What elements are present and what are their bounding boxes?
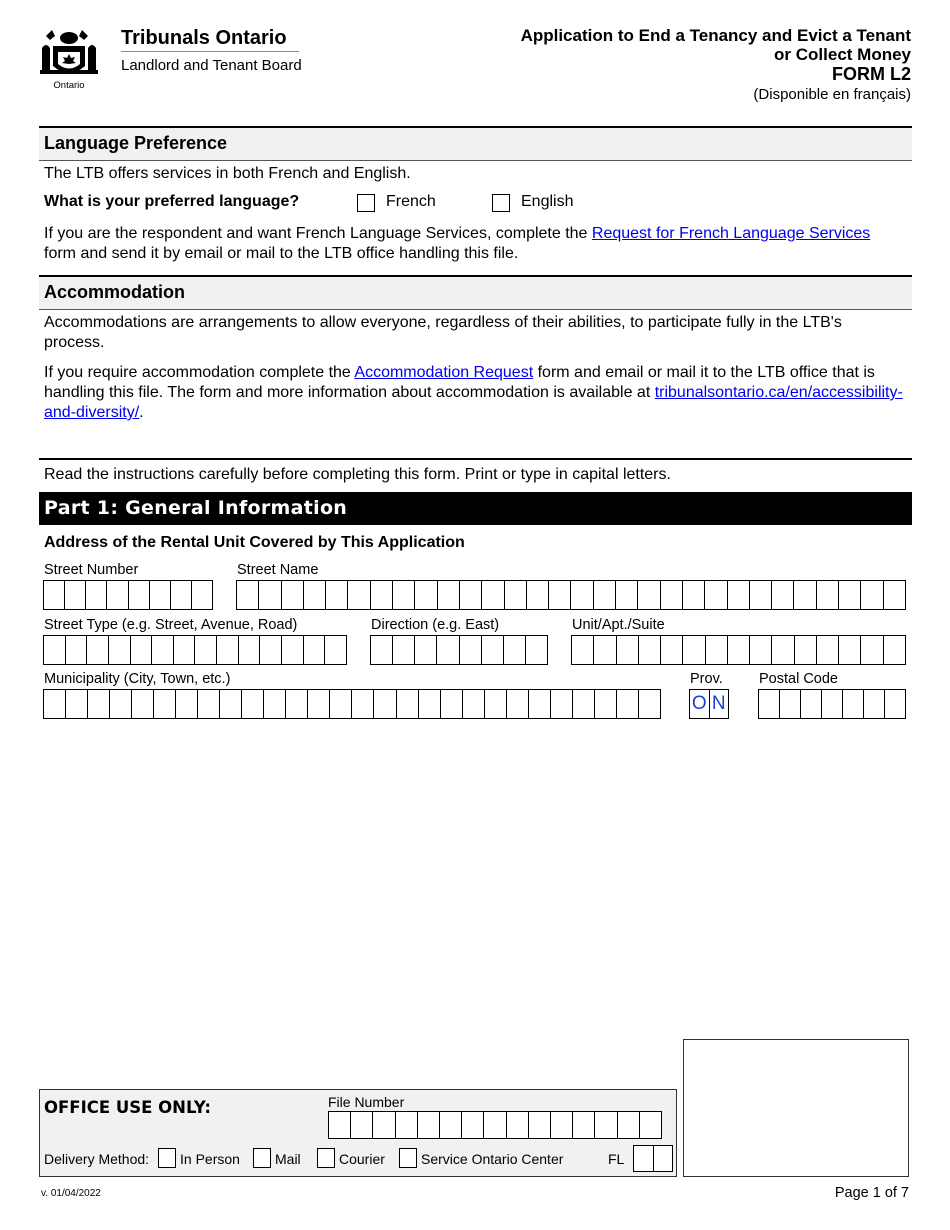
char-cell[interactable] [152,636,174,664]
char-cell[interactable] [839,636,861,664]
province-input[interactable] [689,689,729,719]
char-cell[interactable] [795,636,817,664]
office-use-panel [39,1089,677,1177]
delivery-method-label: Delivery Method: [44,1151,150,1167]
char-cell[interactable] [260,636,282,664]
char-cell[interactable] [109,636,131,664]
office-stamp-box [683,1039,909,1177]
file-number-input[interactable] [328,1111,662,1139]
char-cell[interactable] [195,636,217,664]
char-cell[interactable] [885,690,905,718]
char-cell[interactable] [482,636,504,664]
char-cell[interactable] [132,690,154,718]
char-cell[interactable] [616,581,638,609]
char-cell[interactable] [572,636,594,664]
char-cell[interactable] [594,581,616,609]
char-cell[interactable] [176,690,198,718]
char-cell[interactable] [88,690,110,718]
direction-input[interactable] [370,635,548,665]
char-cell[interactable] [419,690,441,718]
org-divider [121,51,299,52]
char-cell[interactable] [571,581,593,609]
street-name-input[interactable] [236,580,906,610]
char-cell[interactable] [304,636,326,664]
form-code: FORM L2 [832,64,911,84]
char-cell[interactable] [150,581,171,609]
char-cell[interactable] [617,636,639,664]
mail-label: Mail [275,1151,301,1167]
char-cell[interactable] [801,690,822,718]
char-cell[interactable] [326,581,348,609]
char-cell[interactable] [330,690,352,718]
french-services-info [44,224,906,264]
char-cell[interactable] [107,581,128,609]
char-cell[interactable] [371,636,393,664]
form-header [391,26,911,105]
char-cell[interactable] [573,690,595,718]
char-cell[interactable] [750,636,772,664]
french-language-request-link[interactable]: Request for French Language Services [591,225,871,242]
char-cell[interactable] [527,581,549,609]
courier-label: Courier [339,1151,385,1167]
char-cell[interactable] [441,690,463,718]
char-cell[interactable] [595,1112,617,1138]
char-cell[interactable] [654,1146,673,1171]
language-section-heading: Language Preference [39,126,912,161]
service-ontario-checkbox[interactable] [399,1148,417,1168]
char-cell[interactable] [418,1112,440,1138]
unit-label: Unit/Apt./Suite [572,617,665,633]
char-cell[interactable] [728,581,750,609]
char-cell[interactable] [286,690,308,718]
char-cell[interactable] [639,636,661,664]
unit-input[interactable] [571,635,906,665]
char-cell[interactable] [44,636,66,664]
char-cell[interactable] [463,690,485,718]
char-cell[interactable] [329,1112,351,1138]
char-cell[interactable] [794,581,816,609]
char-cell[interactable] [683,581,705,609]
char-cell[interactable] [174,636,196,664]
accommodation-section-heading: Accommodation [39,275,912,310]
char-cell[interactable] [348,581,370,609]
accommodation-info [44,363,906,423]
char-cell[interactable] [198,690,220,718]
char-cell[interactable] [772,636,794,664]
char-cell[interactable] [351,1112,373,1138]
street-number-label: Street Number [44,562,139,578]
char-cell[interactable] [843,690,864,718]
char-cell[interactable] [728,636,750,664]
fl-label: FL [608,1151,625,1167]
char-cell[interactable] [44,690,66,718]
version-label: v. 01/04/2022 [41,1188,101,1199]
language-question: What is your preferred language? [44,193,300,210]
char-cell[interactable] [595,690,617,718]
accommodation-info-text: If you require accommodation complete the [44,364,355,381]
char-cell[interactable] [110,690,132,718]
char-cell[interactable] [661,636,683,664]
service-ontario-label: Service Ontario Center [421,1151,564,1167]
char-cell[interactable] [393,636,415,664]
page-number: Page 1 of 7 [834,1185,909,1201]
rental-address-heading: Address of the Rental Unit Covered by This Application [44,534,465,551]
char-cell[interactable] [259,581,281,609]
in-person-label: In Person [180,1151,240,1167]
accommodation-info-text-mid: form and email or mail it to the LTB office that is handling this file. The form and more information about accommodation is available at [44,364,875,401]
char-cell[interactable] [594,636,616,664]
char-cell[interactable] [617,690,639,718]
char-cell[interactable] [549,581,571,609]
char-cell[interactable] [484,1112,506,1138]
ontario-logo [36,26,102,92]
char-cell[interactable] [371,581,393,609]
accommodation-request-link[interactable]: Accommodation Request [354,364,534,381]
char-cell[interactable] [154,690,176,718]
french-checkbox[interactable] [357,194,375,212]
char-cell[interactable] [282,636,304,664]
char-cell[interactable] [239,636,261,664]
char-cell[interactable] [884,581,905,609]
char-cell[interactable] [551,1112,573,1138]
instructions-divider [39,458,912,460]
street-type-label: Street Type (e.g. Street, Avenue, Road) [44,617,298,633]
char-cell[interactable] [87,636,109,664]
char-cell[interactable] [817,581,839,609]
char-cell[interactable] [638,581,660,609]
char-cell[interactable] [393,581,415,609]
char-cell[interactable] [415,636,437,664]
char-cell[interactable] [759,690,780,718]
char-cell[interactable] [683,636,705,664]
char-cell[interactable] [66,690,88,718]
char-cell[interactable] [440,1112,462,1138]
char-cell[interactable] [437,636,459,664]
char-cell[interactable] [304,581,326,609]
province-label: Prov. [690,671,723,687]
char-cell[interactable] [640,1112,661,1138]
char-cell[interactable] [352,690,374,718]
char-cell[interactable] [772,581,794,609]
english-label: English [521,193,574,210]
char-cell[interactable] [460,636,482,664]
char-cell[interactable] [192,581,212,609]
char-cell[interactable] [460,581,482,609]
char-cell[interactable] [639,690,660,718]
file-number-label: File Number [328,1094,405,1110]
fl-input[interactable] [633,1145,673,1172]
french-availability: (Disponible en français) [753,86,911,103]
french-info-text-end: form and send it by email or mail to the LTB office handling this file. [44,245,519,262]
char-cell[interactable] [308,690,330,718]
char-cell[interactable] [864,690,885,718]
char-cell[interactable] [529,690,551,718]
english-checkbox[interactable] [492,194,510,212]
street-name-label: Street Name [237,562,319,578]
char-cell[interactable] [504,636,526,664]
accommodation-definition: Accommodations are arrangements to allow everyone, regardless of their abilities, to participate fully in the LTB's process. [44,314,842,351]
char-cell[interactable] [325,636,346,664]
char-cell[interactable] [65,581,86,609]
char-cell[interactable] [705,581,727,609]
char-cell[interactable] [131,636,153,664]
part1-title-bar: Part 1: General Information [39,492,912,525]
char-cell[interactable] [884,636,905,664]
french-info-text: If you are the respondent and want French Language Services, complete the [44,225,592,242]
char-cell[interactable] [780,690,801,718]
char-cell[interactable] [573,1112,595,1138]
char-cell[interactable] [396,1112,418,1138]
char-cell[interactable] [551,690,573,718]
municipality-input[interactable] [43,689,661,719]
direction-label: Direction (e.g. East) [371,617,500,633]
char-cell[interactable] [706,636,728,664]
char-cell[interactable] [750,581,772,609]
char-cell[interactable] [237,581,259,609]
char-cell[interactable] [861,636,883,664]
char-cell[interactable] [817,636,839,664]
province-char: O [690,690,710,718]
char-cell[interactable] [526,636,547,664]
char-cell[interactable] [438,581,460,609]
street-type-input[interactable] [43,635,347,665]
char-cell[interactable] [661,581,683,609]
courier-checkbox[interactable] [317,1148,335,1168]
accommodation-info-text-end: . [139,404,144,421]
logo-caption: Ontario [53,80,85,91]
char-cell[interactable] [529,1112,551,1138]
char-cell[interactable] [462,1112,484,1138]
org-subtitle: Landlord and Tenant Board [121,57,302,74]
language-intro: The LTB offers services in both French and English. [44,165,411,182]
municipality-label: Municipality (City, Town, etc.) [44,671,231,687]
char-cell[interactable] [44,581,65,609]
postal-code-label: Postal Code [759,671,838,687]
char-cell[interactable] [86,581,107,609]
char-cell[interactable] [397,690,419,718]
char-cell[interactable] [264,690,286,718]
char-cell[interactable] [282,581,304,609]
char-cell[interactable] [505,581,527,609]
char-cell[interactable] [242,690,264,718]
office-use-title: OFFICE USE ONLY: [44,1098,212,1117]
char-cell[interactable] [482,581,504,609]
char-cell[interactable] [171,581,192,609]
mail-checkbox[interactable] [253,1148,271,1168]
form-title-line1: Application to End a Tenancy and Evict a Tenant [520,26,911,45]
char-cell[interactable] [861,581,883,609]
char-cell[interactable] [374,690,396,718]
char-cell[interactable] [839,581,861,609]
char-cell[interactable] [217,636,239,664]
postal-code-input[interactable] [758,689,906,719]
char-cell[interactable] [822,690,843,718]
char-cell[interactable] [66,636,88,664]
in-person-checkbox[interactable] [158,1148,176,1168]
instructions-text: Read the instructions carefully before completing this form. Print or type in capital letters. [44,466,671,483]
char-cell[interactable] [485,690,507,718]
char-cell[interactable] [415,581,437,609]
char-cell[interactable] [634,1146,654,1171]
char-cell[interactable] [507,690,529,718]
char-cell[interactable] [507,1112,529,1138]
form-title-line2: or Collect Money [774,45,911,64]
french-label: French [386,193,436,210]
org-name: Tribunals Ontario [121,27,287,49]
street-number-input[interactable] [43,580,213,610]
char-cell[interactable] [373,1112,395,1138]
accessibility-url-link[interactable]: tribunalsontario.ca/en/accessibility-and-diversity/ [44,384,903,421]
char-cell[interactable] [220,690,242,718]
province-char: N [711,693,726,714]
char-cell[interactable] [129,581,150,609]
char-cell[interactable] [618,1112,640,1138]
